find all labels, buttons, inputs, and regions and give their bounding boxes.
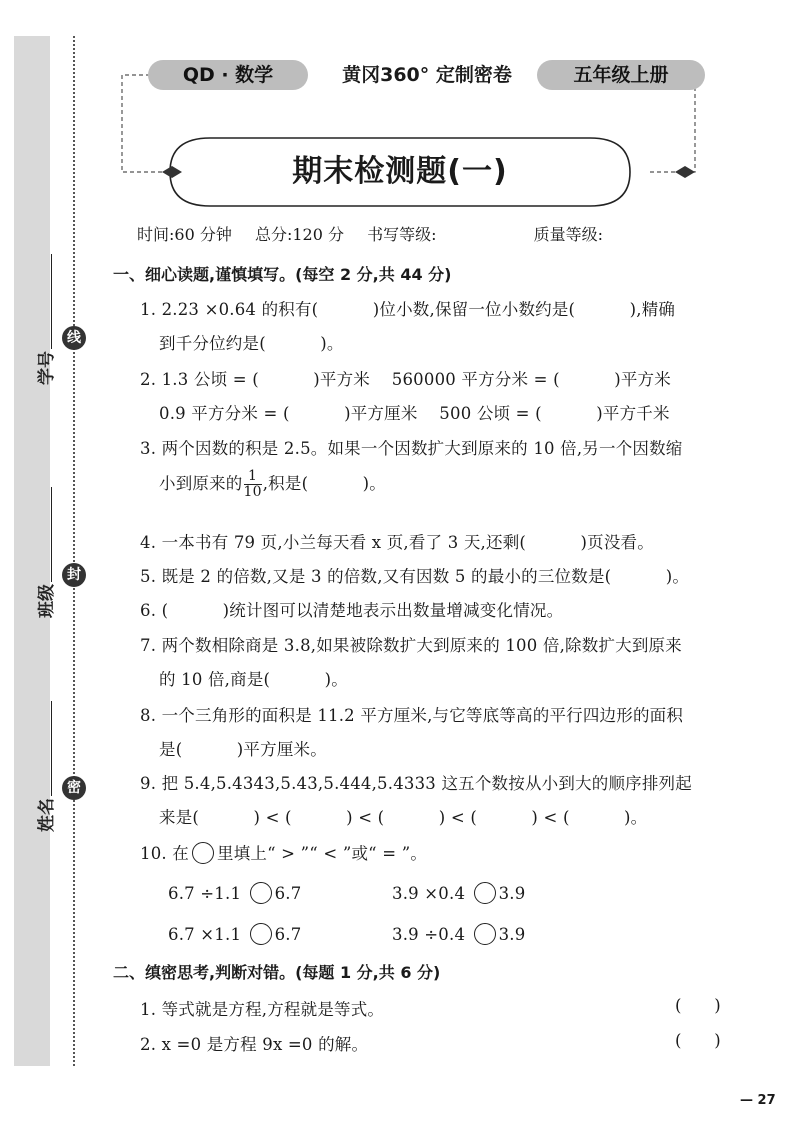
question-8-line-1: 8. 一个三角形的面积是 11.2 平方厘米,与它等底等高的平行四边形的面积	[140, 706, 684, 725]
judge-item-2: 2. x =0 是方程 9x =0 的解。	[140, 1035, 369, 1054]
question-8-line-2: 是( )平方厘米。	[159, 740, 327, 759]
circle-icon	[192, 842, 214, 864]
judge-item-1: 1. 等式就是方程,方程就是等式。	[140, 1000, 385, 1019]
question-7-line-2: 的 10 倍,商是( )。	[159, 670, 348, 689]
compare-a: 6.7 ÷1.1 6.7	[168, 884, 302, 903]
section-1-heading: 一、细心读题,谨慎填写。(每空 2 分,共 44 分)	[113, 265, 452, 284]
fraction-one-tenth: $\frac{1}{10}$	[243, 468, 262, 500]
question-5: 5. 既是 2 的倍数,又是 3 的倍数,又有因数 5 的最小的三位数是( )。	[140, 567, 690, 586]
judge-answer-2[interactable]: ( )	[675, 1031, 721, 1050]
compare-circle-d[interactable]	[474, 923, 496, 945]
quality-grade: 质量等级:	[533, 225, 603, 244]
exam-info	[137, 222, 737, 245]
compare-circle-b[interactable]	[474, 882, 496, 904]
total-score: 总分:120 分	[254, 225, 344, 244]
question-9-line-1: 9. 把 5.4,5.4343,5.43,5.444,5.4333 这五个数按从小到大的顺序排列起	[140, 774, 692, 793]
question-7-line-1: 7. 两个数相除商是 3.8,如果被除数扩大到原来的 100 倍,除数扩大到原来	[140, 636, 682, 655]
compare-b: 3.9 ×0.4 3.9	[392, 884, 526, 903]
writing-grade: 书写等级:	[367, 225, 437, 244]
question-6: 6. ( )统计图可以清楚地表示出数量增减变化情况。	[140, 601, 564, 620]
question-2-line-2: 0.9 平方分米 = ( )平方厘米 500 公顷 = ( )平方千米	[159, 404, 670, 423]
subject-badge: QD · 数学	[148, 60, 308, 90]
compare-d: 3.9 ÷0.4 3.9	[392, 925, 526, 944]
section-2-heading: 二、缜密思考,判断对错。(每题 1 分,共 6 分)	[113, 963, 441, 982]
class-label: 班级	[32, 487, 57, 618]
title-frame	[120, 68, 700, 218]
question-1-line-1: 1. 2.23 ×0.64 的积有( )位小数,保留一位小数约是( ),精确	[140, 300, 676, 319]
judge-answer-1[interactable]: ( )	[675, 996, 721, 1015]
page-title: 期末检测题(一)	[292, 154, 508, 189]
question-3-line-2: 小到原来的 $\frac{1}{10}$ ,积是( )。	[159, 468, 386, 500]
name-line[interactable]	[41, 701, 52, 796]
compare-circle-a[interactable]	[250, 882, 272, 904]
student-id-label: 学号	[32, 254, 57, 385]
question-1-line-2: 到千分位约是( )。	[159, 334, 344, 353]
name-label: 姓名	[32, 701, 57, 832]
question-4: 4. 一本书有 79 页,小兰每天看 x 页,看了 3 天,还剩( )页没看。	[140, 533, 654, 552]
seal-xian: 线	[62, 326, 86, 350]
question-3-line-1: 3. 两个因数的积是 2.5。如果一个因数扩大到原来的 10 倍,另一个因数缩	[140, 439, 683, 458]
question-9-line-2: 来是( ) < ( ) < ( ) < ( ) < ( )。	[159, 808, 648, 827]
student-id-line[interactable]	[41, 254, 52, 349]
question-2-line-1: 2. 1.3 公顷 = ( )平方米 560000 平方分米 = ( )平方米	[140, 370, 671, 389]
seal-feng: 封	[62, 563, 86, 587]
page-number: — 27	[740, 1093, 776, 1108]
seal-mi: 密	[62, 776, 86, 800]
compare-c: 6.7 ×1.1 6.7	[168, 925, 302, 944]
time-limit: 时间:60 分钟	[137, 225, 232, 244]
compare-circle-c[interactable]	[250, 923, 272, 945]
question-10: 10. 在 里填上“ > ”“ < ”或“ = ”。	[140, 844, 428, 863]
series-name: 黄冈360° 定制密卷	[342, 64, 512, 86]
grade-badge: 五年级上册	[537, 60, 705, 90]
class-line[interactable]	[41, 487, 52, 582]
cut-line	[73, 36, 75, 1066]
